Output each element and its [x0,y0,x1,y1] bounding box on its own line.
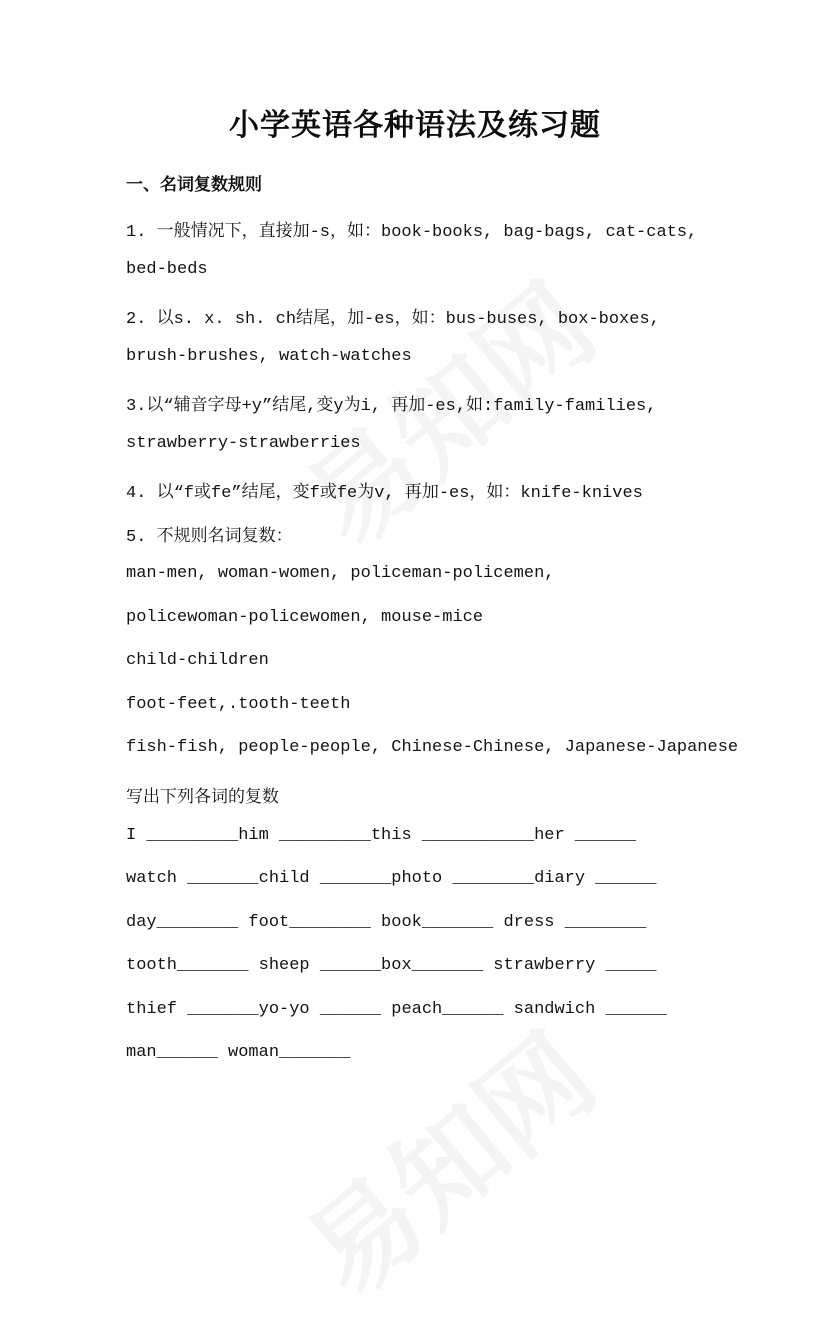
exercise-line: day________ foot________ book_______ dress ________ [126,913,647,932]
rule-line: bed-beds [126,260,208,279]
rule-line: policewoman-policewomen, mouse-mice [126,608,484,627]
rule-line: 4. 以“f或fe”结尾，变f或fe为v, 再加-es，如：knife-knives [126,484,643,503]
rule-line: 5. 不规则名词复数： [126,528,293,547]
exercise-line: tooth_______ sheep ______box_______ strawberry _____ [126,956,657,975]
exercise-line: man______ woman_______ [126,1043,351,1062]
rule-line: brush-brushes, watch-watches [126,347,412,366]
rule-line: 3.以“辅音字母+y”结尾,变y为i, 再加-es,如:family-families, [126,397,657,416]
rule-line: foot-feet,.tooth-teeth [126,695,351,714]
exercise-line: thief _______yo-yo ______ peach______ sandwich ______ [126,1000,667,1019]
exercise-line: I _________him _________this ___________her ______ [126,826,637,845]
rule-line: 2. 以s. x. sh. ch结尾，加-es，如：bus-buses, box-boxes, [126,310,660,329]
page-title: 小学英语各种语法及练习题 [229,108,601,143]
rule-line: fish-fish, people-people, Chinese-Chinese, Japanese-Japanese [126,738,739,757]
rule-line: man-men, woman-women, policeman-policemen, [126,564,555,583]
exercise-heading: 写出下列各词的复数 [126,789,279,808]
rule-line: 1. 一般情况下，直接加-s，如：book-books, bag-bags, cat-cats, [126,223,698,242]
exercise-line: watch _______child _______photo ________diary ______ [126,869,657,888]
rule-line: strawberry-strawberries [126,434,361,453]
section-heading: 一、名词复数规则 [126,175,262,195]
rule-line: child-children [126,651,269,670]
